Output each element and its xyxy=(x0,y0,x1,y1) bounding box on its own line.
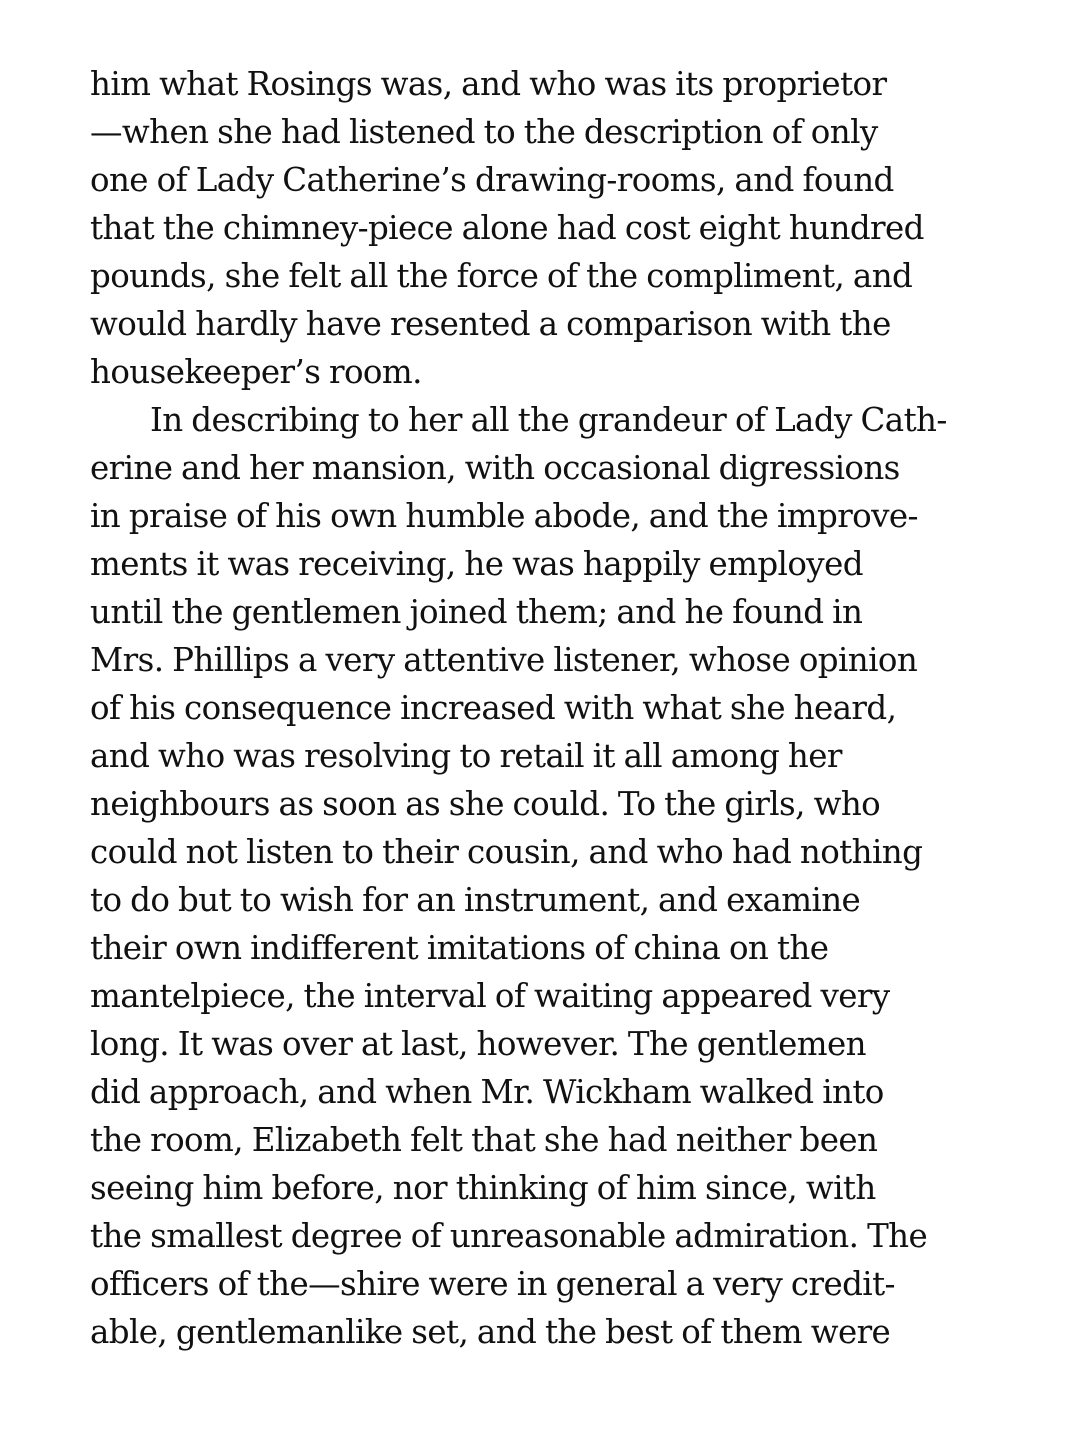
text-line: seeing him before, nor thinking of him since, with xyxy=(90,1169,876,1207)
text-line: long. It was over at last, however. The gentlemen xyxy=(90,1025,866,1063)
text-line: —when she had listened to the description of only xyxy=(90,113,878,151)
text-line: could not listen to their cousin, and who had nothing xyxy=(90,833,923,871)
text-line: in praise of his own humble abode, and the improve- xyxy=(90,497,918,535)
text-line: would hardly have resented a comparison with the xyxy=(90,305,891,343)
text-line: officers of the—shire were in general a very credit- xyxy=(90,1265,895,1303)
text-line: him what Rosings was, and who was its proprietor xyxy=(90,65,887,103)
text-line: until the gentlemen joined them; and he found in xyxy=(90,593,863,631)
text-line: one of Lady Catherine’s drawing-rooms, and found xyxy=(90,161,894,199)
text-line: neighbours as soon as she could. To the girls, who xyxy=(90,785,881,823)
text-line: pounds, she felt all the force of the compliment, and xyxy=(90,257,913,295)
text-line: erine and her mansion, with occasional digressions xyxy=(90,449,900,487)
text-line: mantelpiece, the interval of waiting appeared very xyxy=(90,977,890,1015)
text-line: of his consequence increased with what she heard, xyxy=(90,689,897,727)
reader-page xyxy=(90,60,990,1356)
text-line: the smallest degree of unreasonable admiration. The xyxy=(90,1217,928,1255)
text-line: that the chimney-piece alone had cost eight hundred xyxy=(90,209,924,247)
text-line: and who was resolving to retail it all among her xyxy=(90,737,842,775)
text-line: ments it was receiving, he was happily employed xyxy=(90,545,863,583)
text-line: In describing to her all the grandeur of Lady Cath- xyxy=(150,401,947,439)
text-line: their own indifferent imitations of china on the xyxy=(90,929,829,967)
text-line: Mrs. Phillips a very attentive listener, whose opinion xyxy=(90,641,918,679)
text-line: the room, Elizabeth felt that she had neither been xyxy=(90,1121,878,1159)
text-line: housekeeper’s room. xyxy=(90,353,422,391)
paragraph-continuation xyxy=(90,60,990,396)
text-line: to do but to wish for an instrument, and examine xyxy=(90,881,861,919)
text-line: did approach, and when Mr. Wickham walked into xyxy=(90,1073,884,1111)
text-line: able, gentlemanlike set, and the best of them were xyxy=(90,1313,891,1351)
paragraph-describing xyxy=(90,396,990,1356)
